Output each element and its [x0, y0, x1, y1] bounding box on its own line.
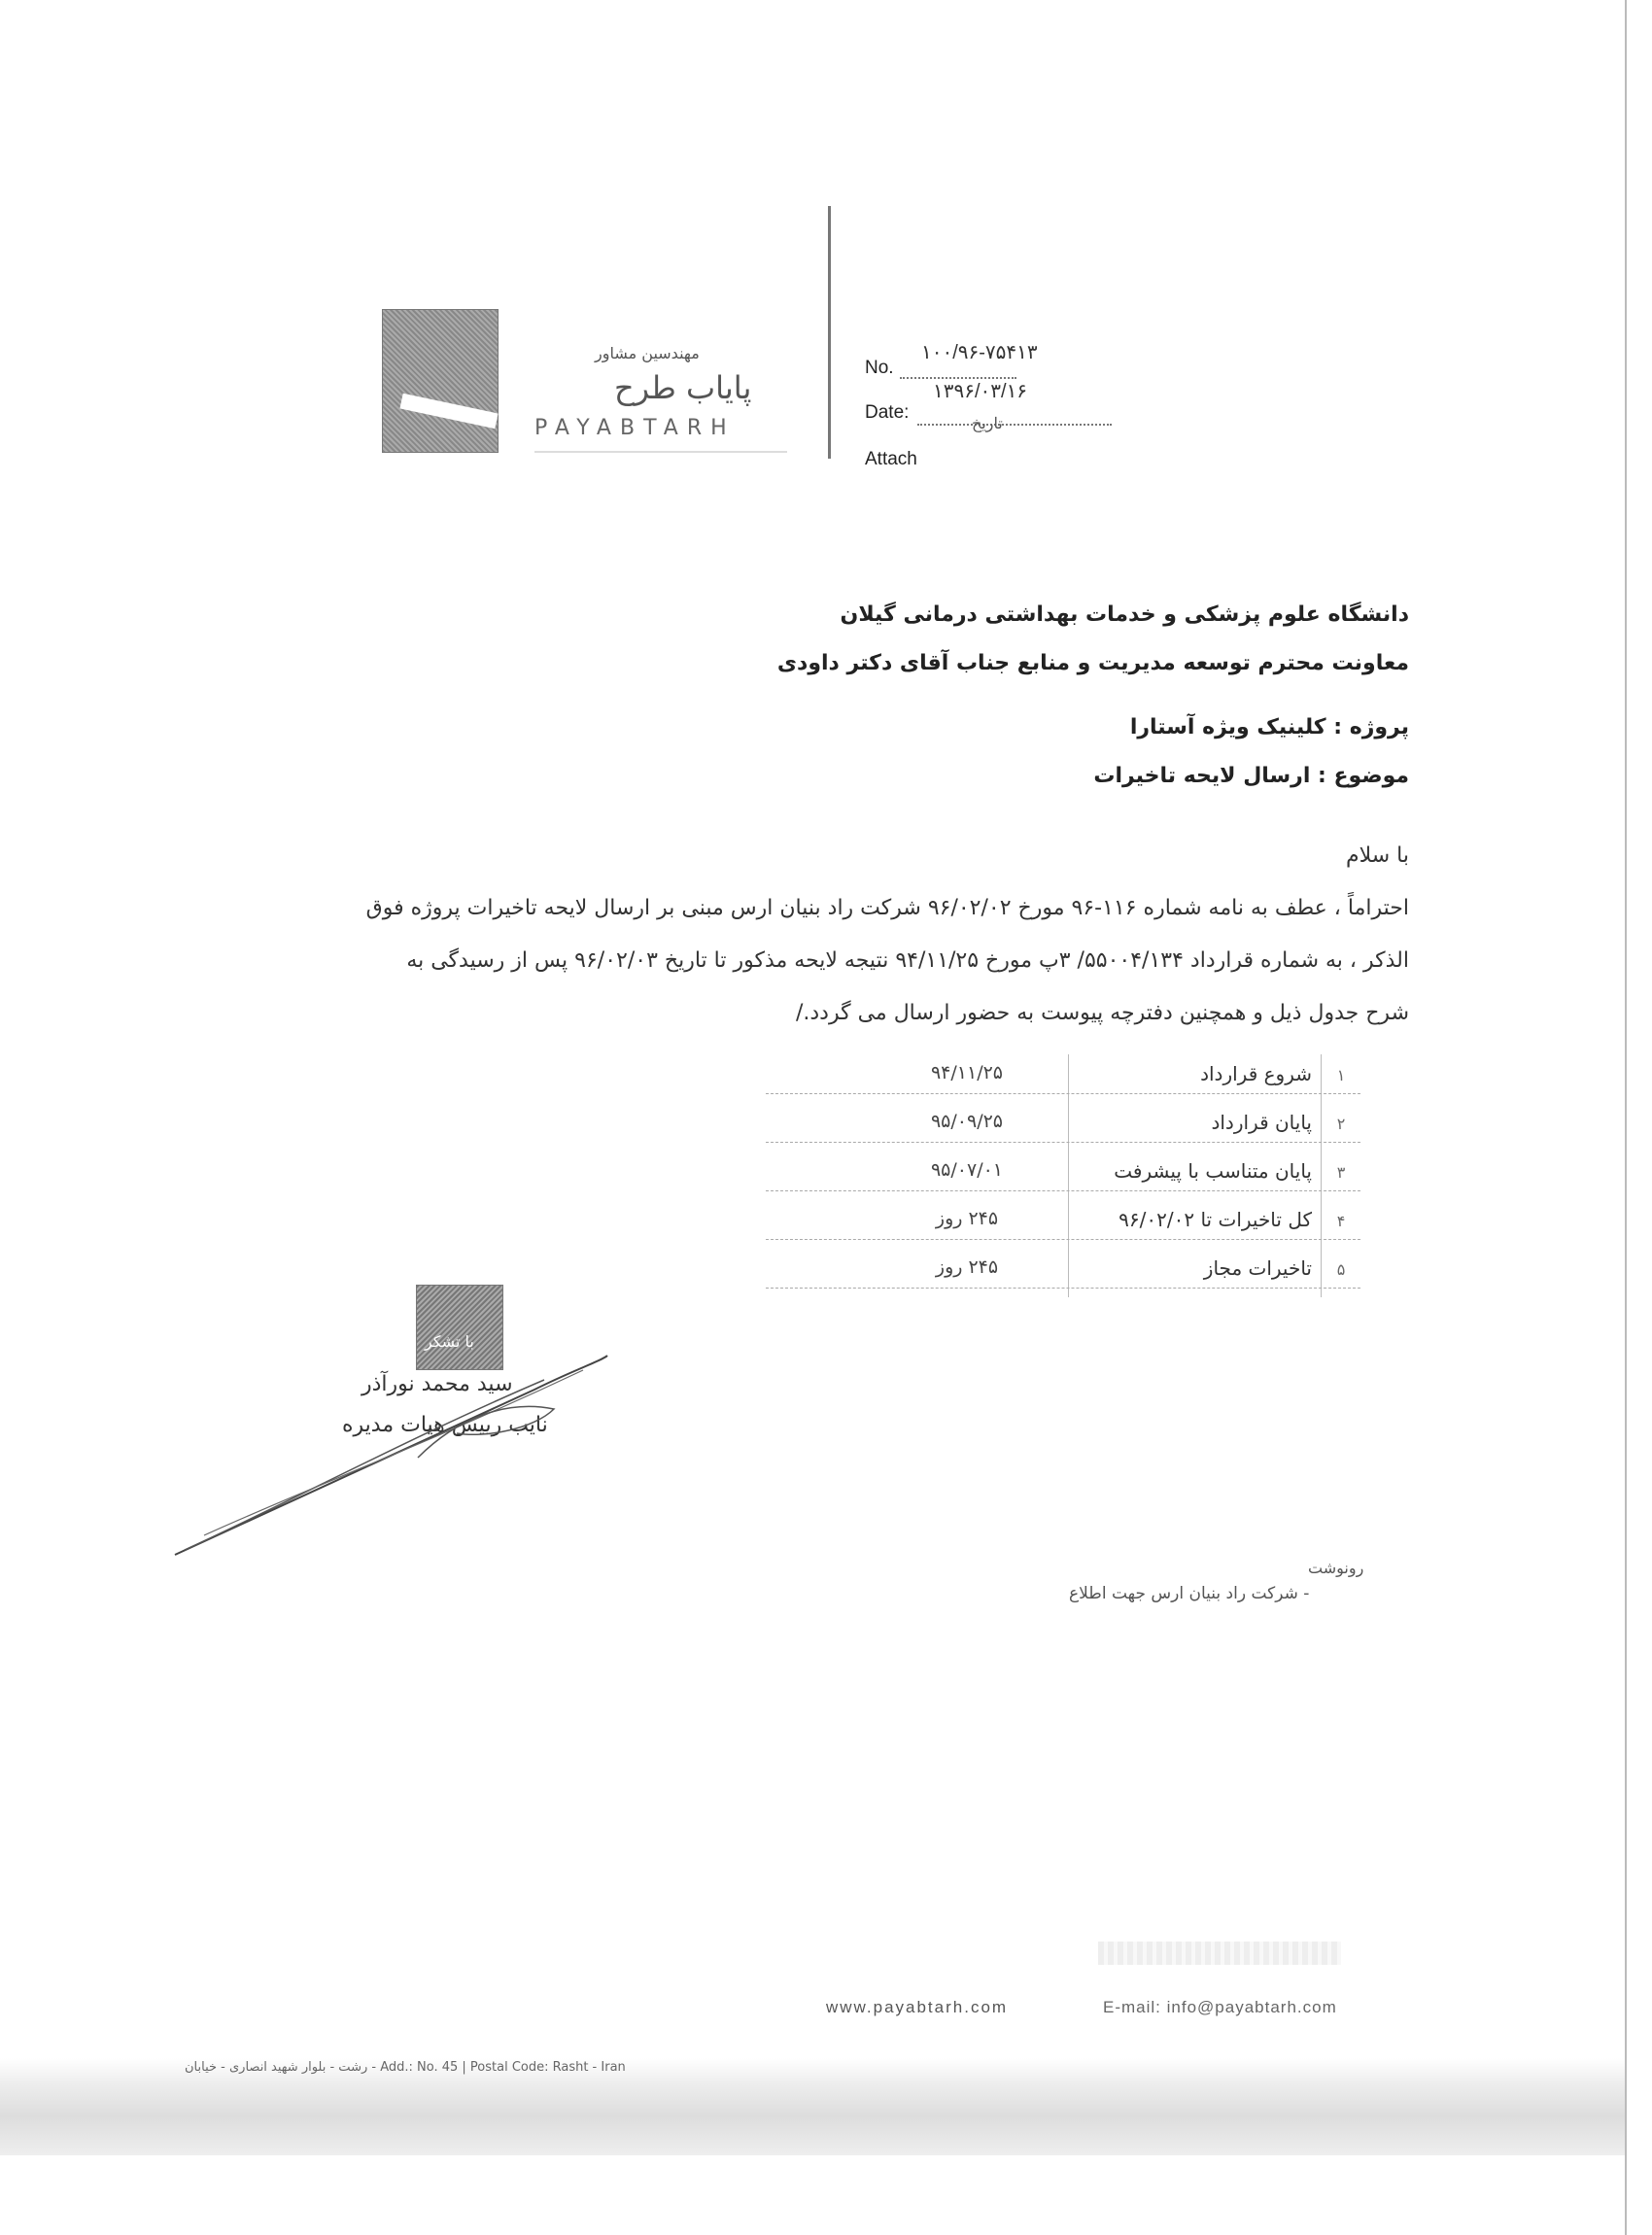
row-value: ۹۵/۰۹/۲۵ — [930, 1111, 1004, 1132]
page-edge-rule — [1625, 0, 1627, 2235]
brand-subtitle: مهندسین مشاور — [595, 344, 700, 362]
footer-faint-text — [1098, 1942, 1341, 1965]
footer-address: رشت - بلوار شهید انصاری - خیابان - Add.: No. 45 | Postal Code: Rasht - Iran — [185, 2060, 626, 2075]
row-value: ۹۵/۰۷/۰۱ — [930, 1159, 1004, 1181]
row-value: ۲۴۵ روز — [935, 1256, 999, 1278]
table-row — [766, 1152, 1360, 1191]
delay-table — [766, 1054, 1360, 1297]
recipient-line-1: دانشگاه علوم پزشکی و خدمات بهداشتی درمانی گیلان — [840, 602, 1409, 627]
handwritten-signature — [165, 1341, 612, 1564]
row-label: پایان متناسب با پیشرفت — [1114, 1159, 1312, 1183]
row-label: تاخیرات مجاز — [1203, 1256, 1312, 1280]
brand-name-fa: پایاب طرح — [614, 369, 752, 406]
body-line-1: احتراماً ، عطف به نامه شماره ۱۱۶-۹۶ مورخ ۹۶/۰۲/۰۲ شرکت راد بنیان ارس مبنی بر ارسال لایحه تاخیرات پروژه فوق — [365, 896, 1409, 920]
no-label: No. — [865, 358, 894, 378]
cc-heading: رونوشت — [1308, 1559, 1364, 1577]
brand-underline — [534, 451, 787, 453]
footer-website: www.payabtarh.com — [826, 1998, 1009, 2016]
row-value: ۹۴/۱۱/۲۵ — [930, 1062, 1004, 1083]
row-label: پایان قرارداد — [1211, 1111, 1312, 1134]
table-row — [766, 1249, 1360, 1289]
signatory-title: نایب رییس هیات مدیره — [342, 1413, 548, 1437]
row-number: ۵ — [1336, 1260, 1346, 1279]
letter-date: ۱۳۹۶/۰۳/۱۶ — [933, 381, 1028, 402]
row-number: ۴ — [1336, 1212, 1346, 1230]
row-number: ۱ — [1336, 1066, 1346, 1084]
date-dots — [917, 424, 1112, 426]
row-number: ۲ — [1336, 1115, 1346, 1133]
body-line-3: شرح جدول ذیل و همچنین دفترچه پیوست به حضور ارسال می گردد./ — [795, 1001, 1409, 1025]
recipient-line-2: معاونت محترم توسعه مدیریت و منابع جناب آقای دکتر داودی — [776, 651, 1409, 675]
attach-label: Attach — [865, 449, 917, 469]
row-value: ۲۴۵ روز — [935, 1208, 999, 1229]
date-label-fa: تاریخ — [972, 416, 1003, 432]
row-label: شروع قرارداد — [1200, 1062, 1312, 1085]
letter-number: ۱۰۰/۹۶-۷۵۴۱۳ — [921, 342, 1038, 363]
row-number: ۳ — [1336, 1163, 1346, 1182]
date-label: Date: — [865, 402, 910, 423]
brand-name-en: PAYABTARH — [534, 416, 736, 440]
body-line-2: الذکر ، به شماره قرارداد ۵۵۰۰۴/۱۳۴/ ۳پ مورخ ۹۴/۱۱/۲۵ نتیجه لایحه مذکور تا تاریخ ۹۶/۰۲/۰۳ پس از رسیدگی به — [406, 948, 1409, 973]
stamp-text: با تشکر — [425, 1332, 474, 1351]
subject-line: موضوع : ارسال لایحه تاخیرات — [1093, 764, 1409, 788]
table-row — [766, 1054, 1360, 1094]
table-row — [766, 1200, 1360, 1240]
table-row — [766, 1103, 1360, 1143]
footer-email: E-mail: info@payabtarh.com — [1103, 1998, 1337, 2016]
greeting: با سلام — [1345, 843, 1409, 868]
company-logo-icon — [382, 309, 499, 453]
cc-recipient: - شرکت راد بنیان ارس جهت اطلاع — [1069, 1584, 1310, 1603]
header-divider — [828, 206, 831, 459]
row-label: کل تاخیرات تا ۹۶/۰۲/۰۲ — [1119, 1208, 1312, 1231]
project-line: پروژه : کلینیک ویژه آستارا — [1129, 715, 1409, 739]
signatory-name: سید محمد نورآذر — [361, 1372, 513, 1396]
